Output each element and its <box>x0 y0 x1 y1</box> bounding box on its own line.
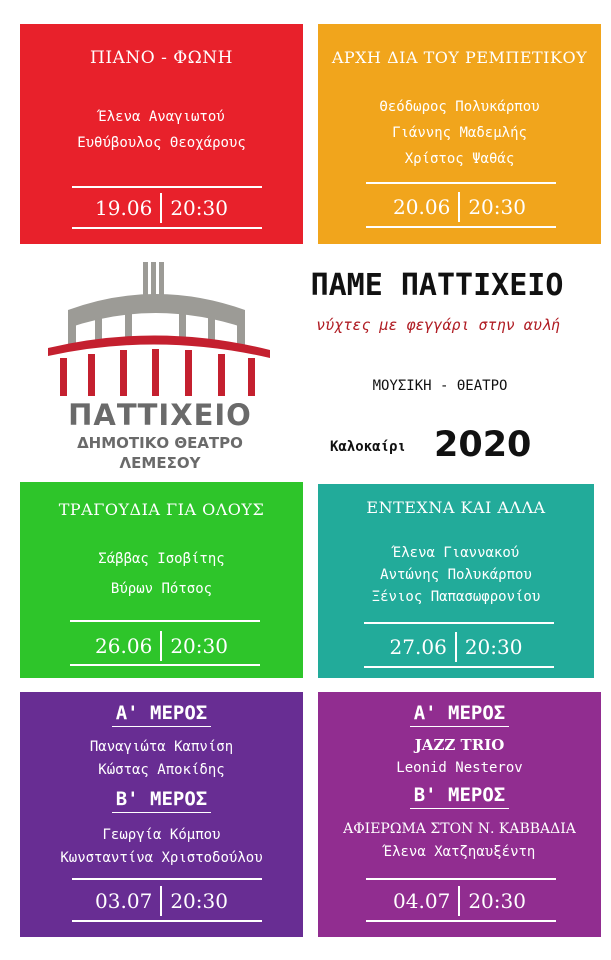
season-label: Καλοκαίρι <box>330 439 406 455</box>
event-time: 20:30 <box>170 889 228 913</box>
logo-city: ΛΕΜΕΣΟΥ <box>119 454 201 472</box>
event-time: 20:30 <box>170 634 228 658</box>
separator <box>455 632 457 662</box>
event-time: 20:30 <box>464 635 523 659</box>
event-card-songs <box>20 482 303 678</box>
performer-name: Κωνσταντίνα Χριστοδούλου <box>60 850 263 866</box>
performer-name: Γεωργία Κόμπου <box>102 827 221 843</box>
event-time: 20:30 <box>468 889 526 913</box>
performer-name: Ξένιος Παπασωφρονίου <box>371 589 541 605</box>
card-title: ΠΙΑΝΟ - ΦΩΝΗ <box>90 48 233 68</box>
event-date: 27.06 <box>389 635 447 659</box>
event-time: 20:30 <box>468 195 526 219</box>
performer-name: Ευθύβουλος Θεοχάρους <box>77 135 246 151</box>
part-b-heading: Β' ΜΕΡΟΣ <box>318 784 601 806</box>
divider <box>364 622 554 624</box>
event-card-piano <box>20 24 303 244</box>
divider <box>364 666 554 668</box>
part-b-heading: Β' ΜΕΡΟΣ <box>20 788 303 810</box>
divider <box>72 186 262 188</box>
event-card-0307 <box>20 692 303 937</box>
divider <box>366 878 556 880</box>
event-date: 04.07 <box>393 889 451 913</box>
page-title: ΠΑΜΕ ΠΑΤΤΙΧΕΙΟ <box>310 268 564 303</box>
season-block <box>330 425 590 469</box>
card-title: ΕΝΤΕΧΝΑ ΚΑΙ ΑΛΛΑ <box>366 498 546 517</box>
divider <box>72 878 262 880</box>
performer-name: Βύρων Πότσος <box>110 581 213 597</box>
performer-name: Αντώνης Πολυκάρπου <box>380 567 532 583</box>
performer-name: Leonid Nesterov <box>396 760 523 776</box>
performer-name: Έλενα Χατζηαυξέντη <box>383 844 536 860</box>
part-a-heading: Α' ΜΕΡΟΣ <box>20 702 303 724</box>
event-time: 20:30 <box>170 196 228 220</box>
card-title: ΑΡΧΗ ΔΙΑ ΤΟΥ ΡΕΜΠΕΤΙΚΟΥ <box>331 48 588 67</box>
event-date: 26.06 <box>95 634 153 658</box>
performer-name: Έλενα Γιαννακού <box>392 545 520 561</box>
page-subtitle: νύχτες με φεγγάρι στην αυλή <box>316 316 560 334</box>
divider <box>366 182 556 184</box>
separator <box>458 886 460 916</box>
separator <box>160 886 162 916</box>
performer-name: Κώστας Αποκίδης <box>98 762 225 778</box>
category-label: ΜΟΥΣΙΚΗ - ΘΕΑΤΡΟ <box>372 378 508 394</box>
card-title: ΤΡΑΓΟΥΔΙΑ ΓΙΑ ΟΛΟΥΣ <box>58 500 265 519</box>
performer-name: Χρίστος Ψαθάς <box>404 151 515 167</box>
group-name: JAZZ TRIO <box>414 736 505 754</box>
divider <box>72 920 262 922</box>
divider <box>70 620 260 622</box>
event-date: 20.06 <box>393 195 451 219</box>
performer-name: Παναγιώτα Καπνίση <box>89 739 234 755</box>
event-card-entexna <box>318 484 594 678</box>
logo-name: ΠΑΤΤΙΧΕΙΟ <box>68 398 252 432</box>
divider <box>366 920 556 922</box>
event-card-0407 <box>318 692 601 937</box>
divider <box>72 227 262 229</box>
season-year: 2020 <box>434 425 532 465</box>
separator <box>458 192 460 222</box>
logo-subtitle: ΔΗΜΟΤΙΚΟ ΘΕΑΤΡΟ <box>77 434 243 452</box>
separator <box>160 193 162 223</box>
part-a-heading: Α' ΜΕΡΟΣ <box>318 702 601 724</box>
divider <box>366 226 556 228</box>
divider <box>70 664 260 666</box>
performer-name: Έλενα Αναγιωτού <box>98 109 225 125</box>
event-card-rebetiko <box>318 24 601 244</box>
performer-name: Θεόδωρος Πολυκάρπου <box>379 99 540 115</box>
separator <box>160 631 162 661</box>
performer-name: Γιάννης Μαδεμλής <box>392 125 527 141</box>
tribute-title: ΑΦΙΕΡΩΜΑ ΣΤΟΝ Ν. ΚΑΒΒΑΔΙΑ <box>343 821 576 837</box>
performer-name: Σάββας Ισοβίτης <box>98 551 225 567</box>
event-date: 03.07 <box>95 889 153 913</box>
pattixeio-logo <box>40 258 280 478</box>
event-date: 19.06 <box>95 196 153 220</box>
theatre-building-icon <box>40 258 280 408</box>
